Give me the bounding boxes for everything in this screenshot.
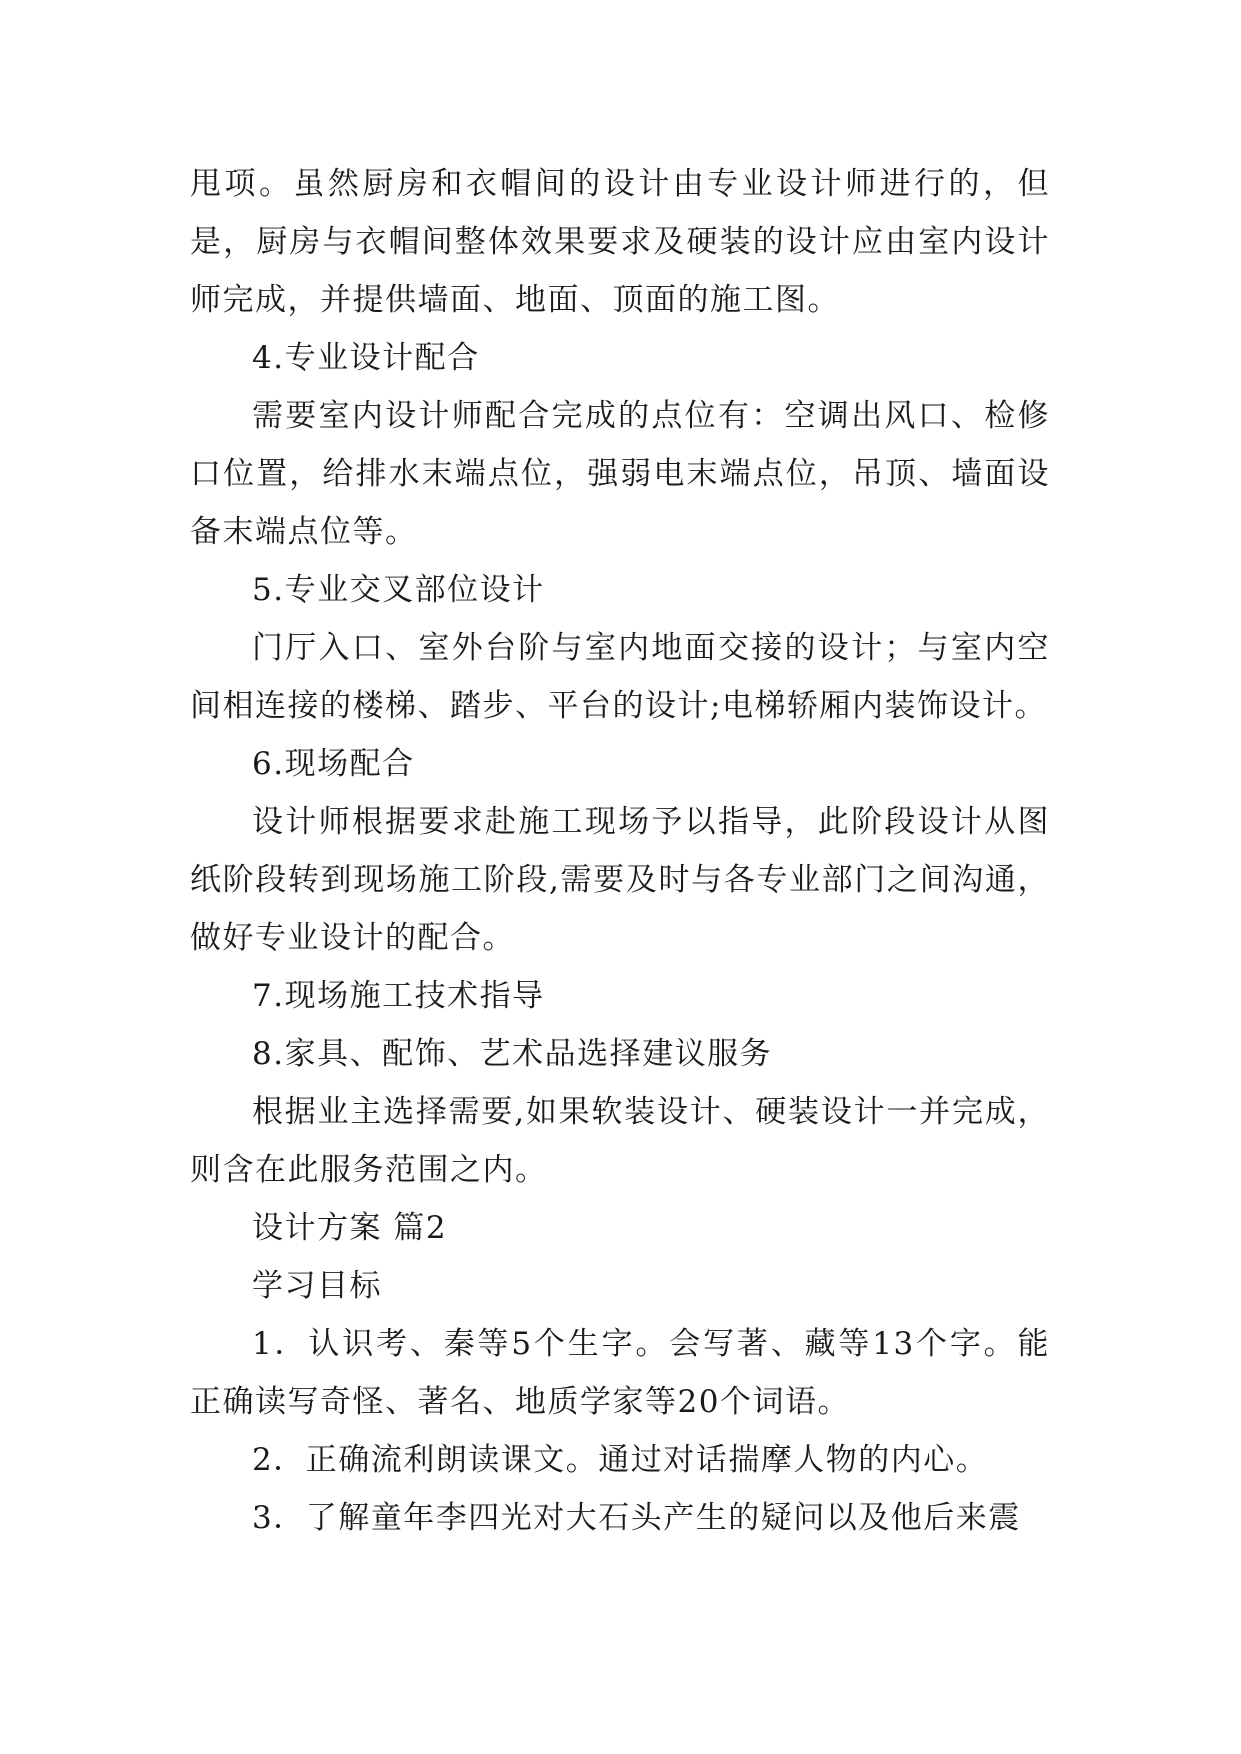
goal-item-2: 2．正确流利朗读课文。通过对话揣摩人物的内心。	[252, 1442, 989, 1478]
heading-site-technical-guidance: 7.现场施工技术指导	[252, 978, 545, 1014]
heading-cross-discipline-design: 5.专业交叉部位设计	[252, 572, 545, 608]
paragraph-4: 设计师根据要求赴施工现场予以指导，此阶段设计从图纸阶段转到现场施工阶段,需要及时与各专业部门之间沟通，做好专业设计的配合。	[190, 804, 1050, 956]
heading-site-coordination: 6.现场配合	[252, 746, 415, 782]
goal-item-1: 1．认识考、秦等5个生字。会写著、藏等13个字。能正确读写奇怪、著名、地质学家等20个词语。	[190, 1326, 1050, 1420]
paragraph-3: 门厅入口、室外台阶与室内地面交接的设计；与室内空间相连接的楼梯、踏步、平台的设计;电梯轿厢内装饰设计。	[190, 630, 1050, 724]
paragraph-2: 需要室内设计师配合完成的点位有：空调出风口、检修口位置，给排水末端点位，强弱电末端点位，吊顶、墙面设备末端点位等。	[190, 398, 1050, 550]
heading-professional-design-coordination: 4.专业设计配合	[252, 340, 480, 376]
goal-item-3: 3．了解童年李四光对大石头产生的疑问以及他后来震	[252, 1500, 1021, 1536]
section-title-design-plan-2: 设计方案 篇2	[252, 1210, 448, 1246]
document-body	[190, 155, 1050, 1547]
heading-learning-goals: 学习目标	[252, 1268, 382, 1304]
paragraph-1: 甩项。虽然厨房和衣帽间的设计由专业设计师进行的，但是，厨房与衣帽间整体效果要求及硬装的设计应由室内设计师完成，并提供墙面、地面、顶面的施工图。	[190, 166, 1050, 318]
paragraph-5: 根据业主选择需要,如果软装设计、硬装设计一并完成，则含在此服务范围之内。	[190, 1094, 1050, 1188]
heading-furniture-selection-service: 8.家具、配饰、艺术品选择建议服务	[252, 1036, 773, 1072]
